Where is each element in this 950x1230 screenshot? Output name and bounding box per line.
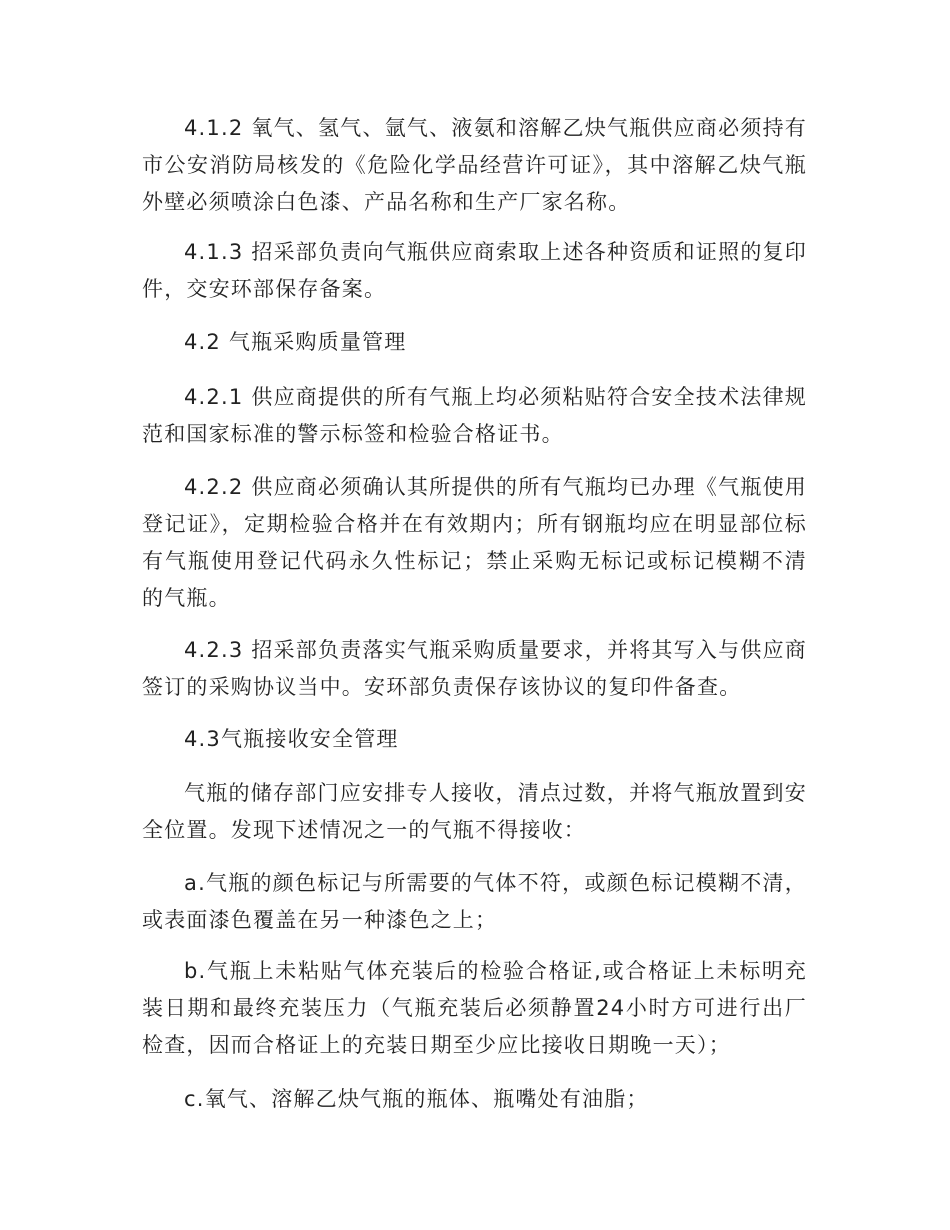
paragraph-4-1-2: 4.1.2 氧气、氢气、氩气、液氨和溶解乙炔气瓶供应商必须持有市公安消防局核发的《危险化学品经营许可证》，其中溶解乙炔气瓶外壁必须喷涂白色漆、产品名称和生产厂家名称。 — [142, 116, 807, 214]
section-heading-4-3: 4.3气瓶接收安全管理 — [184, 727, 399, 751]
paragraph-4-2-1: 4.2.1 供应商提供的所有气瓶上均必须粘贴符合安全技术法律规范和国家标准的警示标签和检验合格证书。 — [142, 385, 807, 446]
section-heading-4-2: 4.2 气瓶采购质量管理 — [184, 330, 407, 354]
paragraph-4-2-3: 4.2.3 招采部负责落实气瓶采购质量要求，并将其写入与供应商签订的采购协议当中。安环部负责保存该协议的复印件备查。 — [142, 638, 807, 699]
list-item-a: a.气瓶的颜色标记与所需要的气体不符，或颜色标记模糊不清，或表面漆色覆盖在另一种漆色之上； — [142, 871, 807, 932]
paragraph-4-1-3: 4.1.3 招采部负责向气瓶供应商索取上述各种资质和证照的复印件，交安环部保存备案。 — [142, 240, 807, 301]
paragraph-receiving-intro: 气瓶的储存部门应安排专人接收，清点过数，并将气瓶放置到安全位置。发现下述情况之一的气瓶不得接收： — [142, 781, 807, 842]
list-item-b: b.气瓶上未粘贴气体充装后的检验合格证,或合格证上未标明充装日期和最终充装压力（气瓶充装后必须静置24小时方可进行出厂检查，因而合格证上的充装日期至少应比接收日期晚一天）； — [142, 959, 807, 1057]
list-item-c: c.氧气、溶解乙炔气瓶的瓶体、瓶嘴处有油脂； — [184, 1087, 649, 1111]
paragraph-4-2-2: 4.2.2 供应商必须确认其所提供的所有气瓶均已办理《气瓶使用登记证》，定期检验合格并在有效期内；所有钢瓶均应在明显部位标有气瓶使用登记代码永久性标记；禁止采购无标记或标记模糊不清的气瓶。 — [142, 475, 807, 610]
